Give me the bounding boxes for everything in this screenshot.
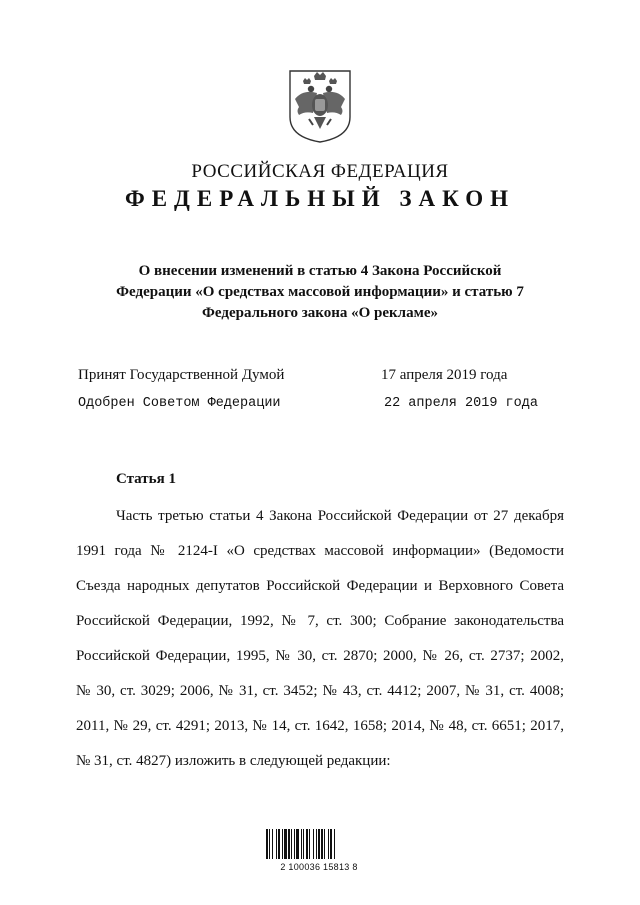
barcode-bar: [296, 829, 299, 859]
barcode-bar: [330, 829, 332, 859]
barcode-bar: [272, 829, 273, 859]
barcode-bar: [321, 829, 323, 859]
barcode-bar: [294, 829, 295, 859]
article-line: Российской Федерации, 1995, № 30, ст. 2870; 2000, № 26, ст. 2737; 2002,: [76, 648, 564, 664]
council-approval-label: Одобрен Советом Федерации: [78, 396, 281, 411]
barcode-bar: [301, 829, 302, 859]
article-line: 1991 года № 2124-I «О средствах массовой информации» (Ведомости: [76, 543, 564, 559]
law-title-line: Федерального закона «О рекламе»: [202, 305, 438, 321]
barcode-bar: [309, 829, 310, 859]
article-line: 2011, № 29, ст. 4291; 2013, № 14, ст. 1642, 1658; 2014, № 48, ст. 6651; 2017,: [76, 718, 564, 734]
article-line: Съезда народных депутатов Российской Федерации и Верховного Совета: [76, 578, 564, 594]
duma-adoption-date: 17 апреля 2019 года: [381, 367, 508, 383]
barcode-bar: [276, 829, 277, 859]
barcode-number: 2 100036 15813 8: [280, 862, 358, 872]
barcode-bar: [282, 829, 283, 859]
council-approval-date: 22 апреля 2019 года: [384, 396, 538, 411]
article-line: № 31, ст. 4827) изложить в следующей редакции:: [76, 753, 391, 769]
barcode-bar: [313, 829, 314, 859]
article-line: Российской Федерации, 1992, № 7, ст. 300; Собрание законодательства: [76, 613, 564, 629]
coat-of-arms-icon: [287, 67, 353, 144]
article-line: Часть третью статьи 4 Закона Российской Федерации от 27 декабря: [116, 508, 564, 524]
barcode-bar: [334, 829, 335, 859]
law-title-line: О внесении изменений в статью 4 Закона Российской: [138, 263, 502, 279]
duma-adoption-label: Принят Государственной Думой: [78, 367, 285, 383]
law-title: [100, 261, 540, 324]
barcode-bar: [324, 829, 325, 859]
barcode-bar: [278, 829, 280, 859]
country-name: РОССИЙСКАЯ ФЕДЕРАЦИЯ: [191, 161, 449, 182]
barcode-bar: [328, 829, 329, 859]
barcode-bar: [266, 829, 268, 859]
barcode-bar: [288, 829, 290, 859]
barcode-bar: [303, 829, 304, 859]
barcode-bar: [316, 829, 317, 859]
barcode-bar: [318, 829, 320, 859]
document-type: ФЕДЕРАЛЬНЫЙ ЗАКОН: [124, 186, 516, 211]
article-body: [76, 506, 564, 786]
article-heading: Статья 1: [116, 471, 176, 487]
law-title-line: Федерации «О средствах массовой информации» и статью 7: [116, 284, 524, 300]
barcode-bar: [291, 829, 292, 859]
article-line: № 30, ст. 3029; 2006, № 31, ст. 3452; № 43, ст. 4412; 2007, № 31, ст. 4008;: [76, 683, 564, 699]
barcode-bar: [306, 829, 308, 859]
barcode-bar: [269, 829, 270, 859]
barcode-bar: [284, 829, 287, 859]
